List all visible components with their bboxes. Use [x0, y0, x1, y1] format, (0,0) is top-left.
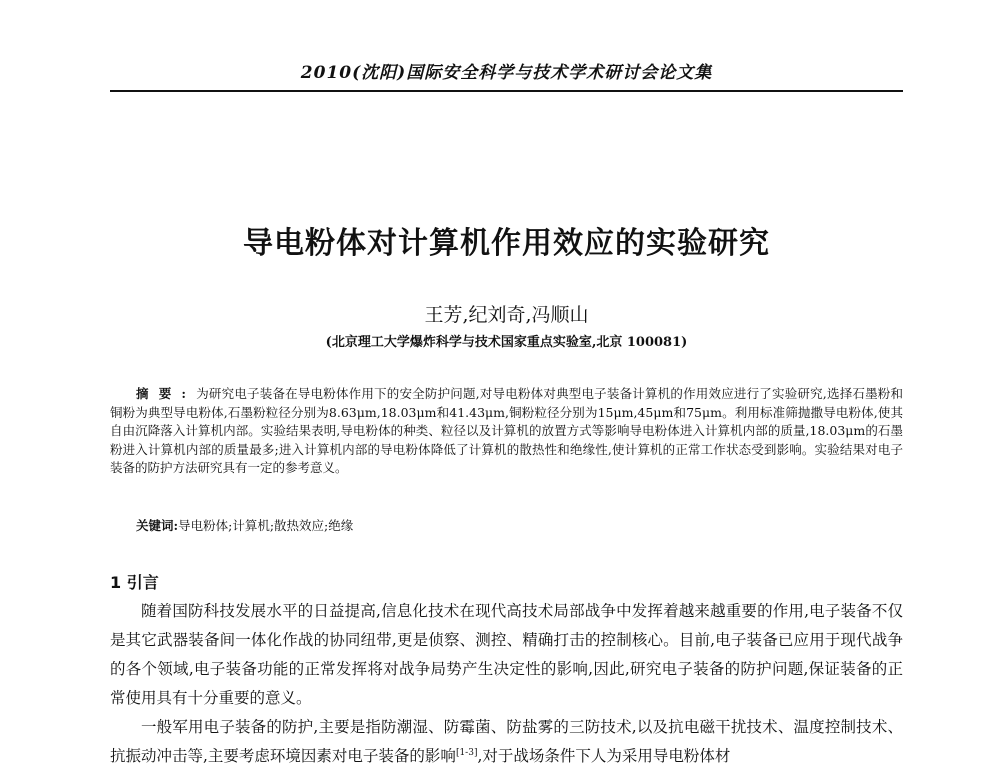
- keywords-label: 关键词:: [136, 518, 179, 533]
- authors: 王芳,纪刘奇,冯顺山: [424, 304, 589, 326]
- paragraph: 随着国防科技发展水平的日益提高,信息化技术在现代高技术局部战争中发挥着越来越重要的作用,电子装备不仅是其它武器装备间一体化作战的协同纽带,更是侦察、测控、精确打击的控制核心。目前,电子装备已应用于现代战争的各个领域,电子装备功能的正常发挥将对战争局势产生决定性的影响,因此,研究电子装备的防护问题,保证装备的正常使用具有十分重要的意义。: [110, 602, 903, 707]
- paragraph: [110, 713, 903, 771]
- citation-marker: [1-3]: [455, 747, 478, 758]
- paper-title: 导电粉体对计算机作用效应的实验研究: [243, 226, 770, 261]
- keywords-text: 导电粉体;计算机;散热效应;绝缘: [178, 518, 354, 533]
- abstract-text: 为研究电子装备在导电粉体作用下的安全防护问题,对导电粉体对典型电子装备计算机的作用效应进行了实验研究,选择石墨粉和铜粉为典型导电粉体,石墨粉粒径分别为8.63μm,18.03μm和41.43μm,铜粉粒径分别为15μm,45μm和75μm。利用标准筛抛撒导电粉体,使其自由沉降落入计算机内部。实验结果表明,导电粉体的种类、粒径以及计算机的放置方式等影响导电粉体进入计算机内部的质量,18.03μm的石墨粉进入计算机内部的质量最多;进入计算机内部的导电粉体降低了计算机的散热性和绝缘性,使计算机的正常工作状态受到影响。实验结果对电子装备的防护方法研究具有一定的参考意义。: [110, 386, 903, 475]
- abstract-label: 摘要:: [136, 386, 197, 401]
- affiliation: (北京理工大学爆炸科学与技术国家重点实验室,北京 100081): [325, 335, 688, 350]
- section-heading-introduction: 1 引言: [110, 573, 159, 592]
- header-rule: [110, 90, 903, 92]
- paragraph-text: ,对于战场条件下人为采用导电粉体材: [477, 747, 731, 765]
- abstract: [110, 385, 903, 478]
- paragraph-text: 一般军用电子装备的防护,主要是指防潮湿、防霉菌、防盐雾的三防技术,以及抗电磁干扰技术、温度控制技术、抗振动冲击等,主要考虑环境因素对电子装备的影响: [110, 718, 903, 765]
- introduction-body: [110, 597, 903, 771]
- running-header: 2010(沈阳)国际安全科学与技术学术研讨会论文集: [300, 63, 713, 83]
- keywords: [110, 517, 903, 536]
